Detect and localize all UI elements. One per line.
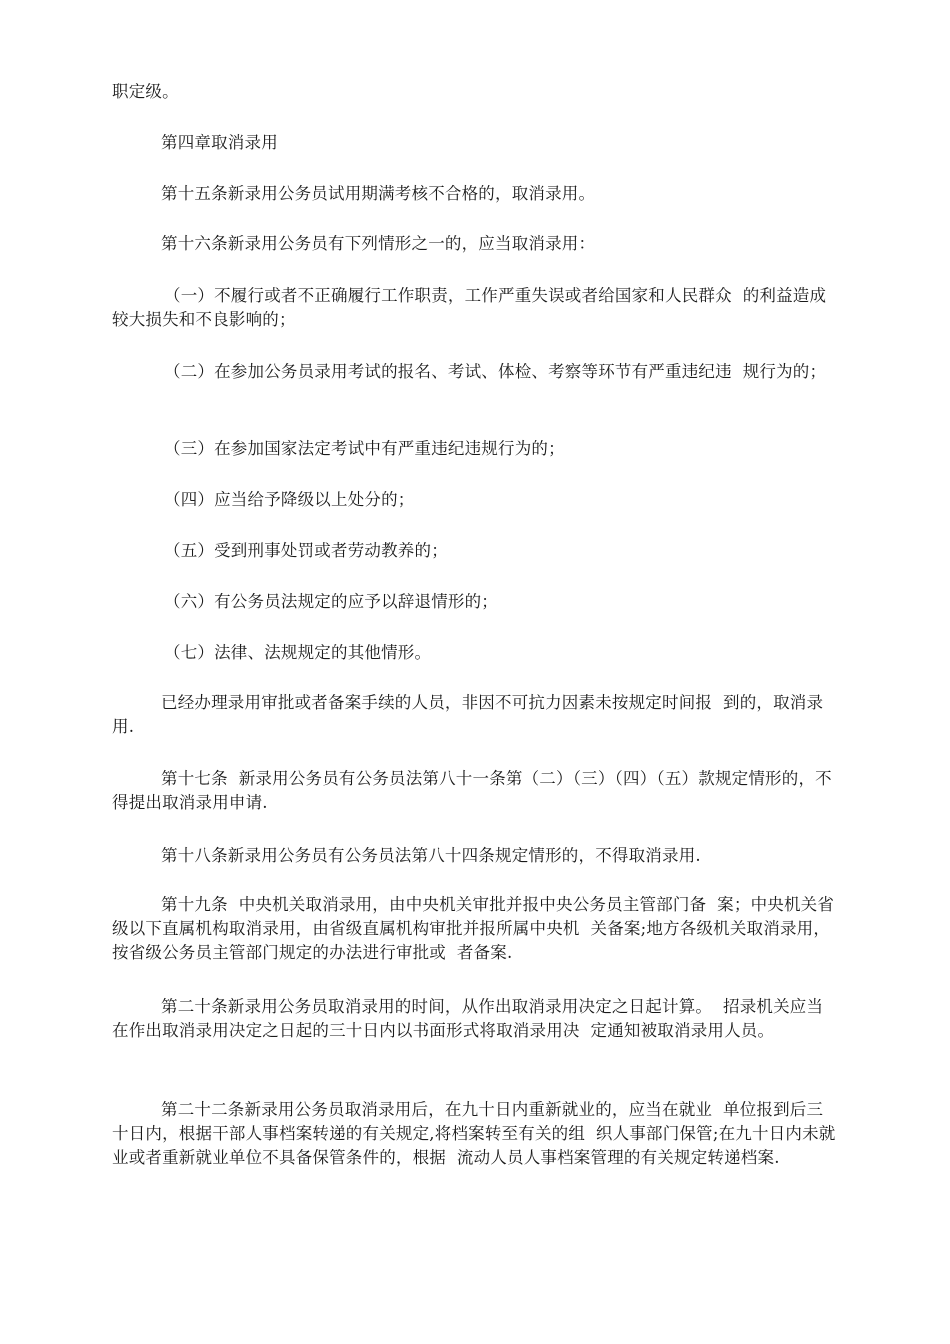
- article-16-item-4: （四）应当给予降级以上处分的；: [164, 490, 415, 509]
- paragraph-continuation: 职定级。: [112, 82, 179, 101]
- article-16-item-5: （五）受到刑事处罚或者劳动教养的；: [164, 541, 448, 560]
- article-17: 第十七条 新录用公务员有公务员法第八十一条第（二）（三）（四）（五）款规定情形的，不得提出取消录用申请.: [112, 769, 832, 812]
- article-16-item-3: （三）在参加国家法定考试中有严重违纪违规行为的；: [164, 439, 565, 458]
- paragraph-reporting-deadline: 已经办理录用审批或者备案手续的人员，非因不可抗力因素未按规定时间报 到的，取消录用.: [112, 693, 824, 736]
- article-16: 第十六条新录用公务员有下列情形之一的，应当取消录用：: [161, 234, 596, 253]
- chapter-heading: 第四章取消录用: [161, 133, 278, 152]
- article-19: 第十九条 中央机关取消录用，由中央机关审批并报中央公务员主管部门备 案；中央机关省级以下直属机构取消录用，由省级直属机构审批并报所属中央机 关备案;地方各级机关取消录用，按省级公务员主管部门规定的办法进行审批或 者备案.: [112, 895, 835, 962]
- article-16-item-2: （二）在参加公务员录用考试的报名、考试、体检、考察等环节有严重违纪违 规行为的；: [164, 362, 827, 381]
- article-16-item-7: （七）法律、法规规定的其他情形。: [164, 643, 432, 662]
- article-16-item-1: （一）不履行或者不正确履行工作职责，工作严重失误或者给国家和人民群众 的利益造成较大损失和不良影响的；: [112, 286, 827, 329]
- article-22: 第二十二条新录用公务员取消录用后，在九十日内重新就业的，应当在就业 单位报到后三十日内，根据干部人事档案转递的有关规定,将档案转至有关的组 织人事部门保管;在九十日内未就业或者重新就业单位不具备保管条件的，根据 流动人员人事档案管理的有关规定转递档案.: [112, 1100, 836, 1167]
- article-18: 第十八条新录用公务员有公务员法第八十四条规定情形的，不得取消录用.: [161, 846, 701, 865]
- article-20: 第二十条新录用公务员取消录用的时间，从作出取消录用决定之日起计算。 招录机关应当在作出取消录用决定之日起的三十日内以书面形式将取消录用决 定通知被取消录用人员。: [112, 997, 824, 1040]
- article-15: 第十五条新录用公务员试用期满考核不合格的，取消录用。: [161, 184, 596, 203]
- article-16-item-6: （六）有公务员法规定的应予以辞退情形的；: [164, 592, 498, 611]
